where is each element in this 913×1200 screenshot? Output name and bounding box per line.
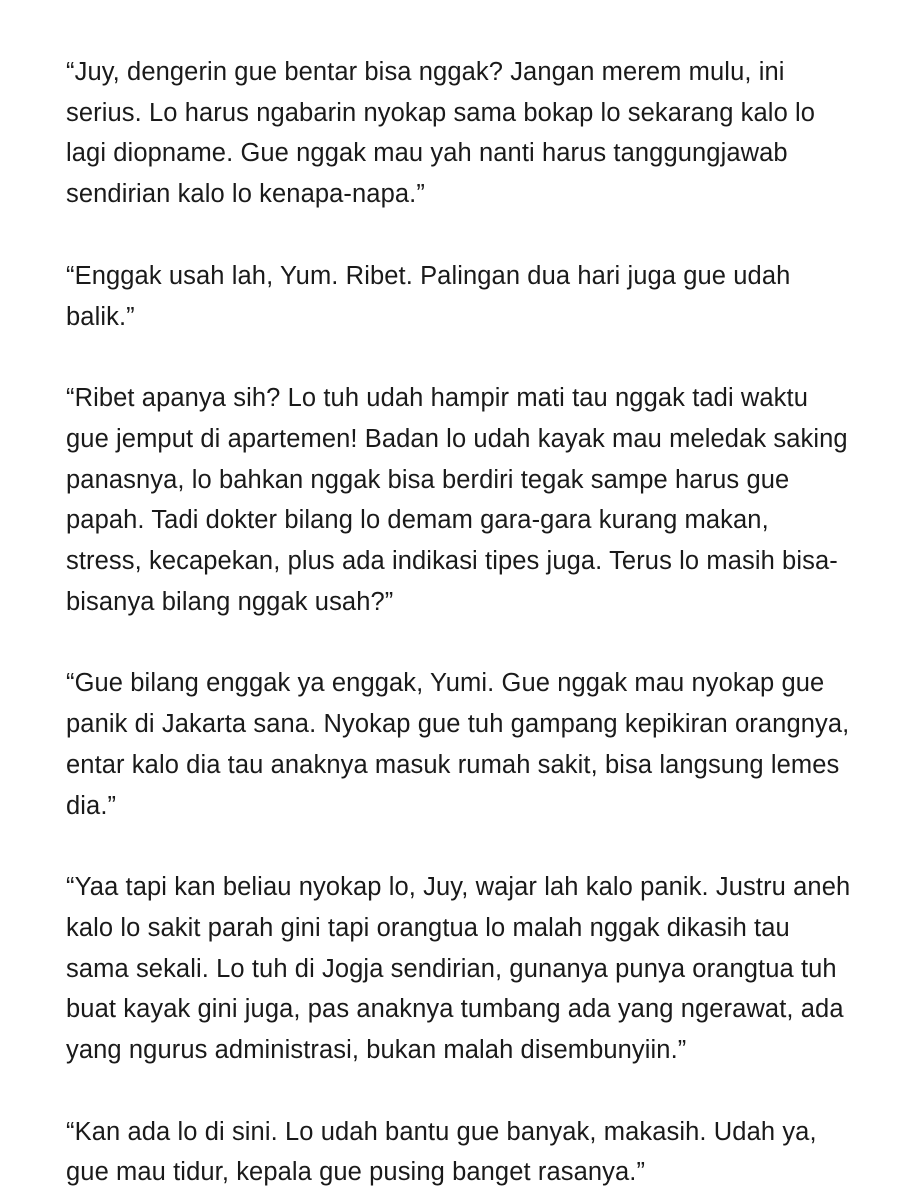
text-line: buat kayak gini juga, pas anaknya tumbang ada yang ngerawat, ada [66, 995, 844, 1024]
text-line: sendirian kalo lo kenapa-napa.” [66, 180, 425, 209]
text-line: gue mau tidur, kepala gue pusing banget rasanya.” [66, 1158, 646, 1187]
text-line: entar kalo dia tau anaknya masuk rumah sakit, bisa langsung lemes [66, 750, 840, 779]
dialogue-paragraph-4 [66, 663, 855, 826]
text-line: bisanya bilang nggak usah?” [66, 587, 394, 616]
text-line: “Ribet apanya sih? Lo tuh udah hampir mati tau nggak tadi waktu [66, 384, 809, 413]
text-line: “Juy, dengerin gue bentar bisa nggak? Jangan merem mulu, ini [66, 58, 785, 86]
text-line: “Enggak usah lah, Yum. Ribet. Palingan dua hari juga gue udah [66, 261, 791, 290]
text-line: “Gue bilang enggak ya enggak, Yumi. Gue nggak mau nyokap gue [66, 669, 825, 698]
text-line: serius. Lo harus ngabarin nyokap sama bokap lo sekarang kalo lo [66, 98, 816, 127]
text-line: gue jemput di apartemen! Badan lo udah kayak mau meledak saking [66, 424, 848, 453]
text-line: stress, kecapekan, plus ada indikasi tipes juga. Terus lo masih bisa- [66, 547, 838, 576]
text-line: “Kan ada lo di sini. Lo udah bantu gue banyak, makasih. Udah ya, [66, 1117, 817, 1146]
text-line: sama sekali. Lo tuh di Jogja sendirian, gunanya punya orangtua tuh [66, 954, 837, 983]
text-line: balik.” [66, 302, 135, 331]
text-line: yang ngurus administrasi, bukan malah disembunyiin.” [66, 1036, 687, 1065]
dialogue-paragraph-1 [66, 52, 855, 215]
dialogue-paragraph-3 [66, 378, 855, 622]
text-line: kalo lo sakit parah gini tapi orangtua lo malah nggak dikasih tau [66, 913, 790, 942]
dialogue-paragraph-6 [66, 1112, 855, 1193]
dialogue-paragraph-2 [66, 256, 855, 337]
text-line: panik di Jakarta sana. Nyokap gue tuh gampang kepikiran orangnya, [66, 710, 850, 739]
text-line: papah. Tadi dokter bilang lo demam gara-gara kurang makan, [66, 506, 769, 535]
text-line: lagi diopname. Gue nggak mau yah nanti harus tanggungjawab [66, 139, 788, 168]
text-line: dia.” [66, 791, 117, 820]
text-line: panasnya, lo bahkan nggak bisa berdiri tegak sampe harus gue [66, 465, 790, 494]
dialogue-paragraph-5 [66, 867, 855, 1071]
text-line: “Yaa tapi kan beliau nyokap lo, Juy, wajar lah kalo panik. Justru aneh [66, 873, 851, 902]
